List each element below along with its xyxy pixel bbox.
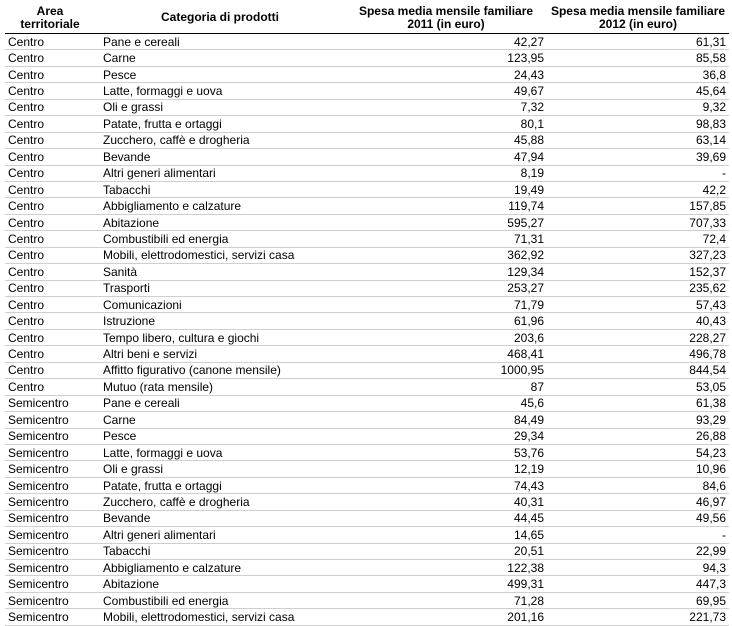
cell-spend-2012: 235,62 [547, 280, 729, 296]
header-area: Area territoriale [5, 2, 95, 34]
cell-category: Trasporti [95, 280, 345, 296]
table-row [5, 214, 729, 230]
cell-spend-2012: 69,95 [547, 592, 729, 608]
cell-area: Semicentro [5, 609, 95, 625]
cell-category: Altri beni e servizi [95, 346, 345, 362]
cell-spend-2011: 595,27 [345, 214, 547, 230]
cell-spend-2011: 45,88 [345, 132, 547, 148]
cell-category: Istruzione [95, 313, 345, 329]
cell-spend-2012: - [547, 527, 729, 543]
cell-area: Centro [5, 198, 95, 214]
cell-spend-2012: 61,31 [547, 34, 729, 50]
cell-spend-2011: 14,65 [345, 527, 547, 543]
cell-spend-2012: 22,99 [547, 543, 729, 559]
cell-category: Mutuo (rata mensile) [95, 379, 345, 395]
cell-spend-2012: 447,3 [547, 576, 729, 592]
table-row [5, 181, 729, 197]
table-row [5, 83, 729, 99]
cell-category: Combustibili ed energia [95, 592, 345, 608]
table-row [5, 116, 729, 132]
cell-category: Comunicazioni [95, 297, 345, 313]
cell-spend-2012: 221,73 [547, 609, 729, 625]
cell-spend-2011: 8,19 [345, 165, 547, 181]
table-row [5, 34, 729, 50]
table-row [5, 50, 729, 66]
cell-category: Tabacchi [95, 181, 345, 197]
cell-area: Centro [5, 379, 95, 395]
cell-spend-2011: 24,43 [345, 66, 547, 82]
cell-area: Semicentro [5, 510, 95, 526]
cell-spend-2011: 87 [345, 379, 547, 395]
cell-area: Centro [5, 116, 95, 132]
cell-spend-2011: 123,95 [345, 50, 547, 66]
cell-spend-2012: 157,85 [547, 198, 729, 214]
cell-category: Tempo libero, cultura e giochi [95, 329, 345, 345]
cell-spend-2012: 61,38 [547, 395, 729, 411]
cell-spend-2011: 129,34 [345, 264, 547, 280]
table-row [5, 510, 729, 526]
table-row [5, 99, 729, 115]
cell-spend-2012: 57,43 [547, 297, 729, 313]
table-row [5, 444, 729, 460]
cell-category: Combustibili ed energia [95, 231, 345, 247]
header-spend-2012: Spesa media mensile familiare 2012 (in euro) [547, 2, 729, 34]
table-row [5, 362, 729, 378]
table-row [5, 412, 729, 428]
cell-category: Abbigliamento e calzature [95, 198, 345, 214]
cell-category: Pane e cereali [95, 395, 345, 411]
cell-category: Oli e grassi [95, 99, 345, 115]
table-row [5, 297, 729, 313]
cell-area: Semicentro [5, 412, 95, 428]
cell-category: Carne [95, 50, 345, 66]
cell-category: Mobili, elettrodomestici, servizi casa [95, 247, 345, 263]
cell-area: Centro [5, 247, 95, 263]
cell-area: Centro [5, 99, 95, 115]
cell-area: Centro [5, 132, 95, 148]
cell-area: Centro [5, 264, 95, 280]
cell-spend-2011: 44,45 [345, 510, 547, 526]
cell-area: Semicentro [5, 576, 95, 592]
cell-spend-2011: 203,6 [345, 329, 547, 345]
cell-category: Altri generi alimentari [95, 165, 345, 181]
cell-area: Centro [5, 214, 95, 230]
cell-area: Semicentro [5, 461, 95, 477]
cell-area: Centro [5, 181, 95, 197]
cell-spend-2011: 29,34 [345, 428, 547, 444]
cell-spend-2012: 54,23 [547, 444, 729, 460]
cell-category: Carne [95, 412, 345, 428]
cell-spend-2012: 93,29 [547, 412, 729, 428]
cell-area: Centro [5, 346, 95, 362]
cell-spend-2011: 71,28 [345, 592, 547, 608]
table-row [5, 576, 729, 592]
cell-spend-2012: 152,37 [547, 264, 729, 280]
cell-category: Patate, frutta e ortaggi [95, 116, 345, 132]
cell-spend-2012: 72,4 [547, 231, 729, 247]
cell-spend-2011: 362,92 [345, 247, 547, 263]
cell-spend-2012: - [547, 165, 729, 181]
cell-category: Latte, formaggi e uova [95, 83, 345, 99]
table-row [5, 527, 729, 543]
spending-table [5, 2, 729, 626]
cell-spend-2011: 47,94 [345, 149, 547, 165]
cell-area: Centro [5, 66, 95, 82]
cell-spend-2011: 80,1 [345, 116, 547, 132]
cell-area: Centro [5, 329, 95, 345]
cell-spend-2012: 496,78 [547, 346, 729, 362]
table-row [5, 560, 729, 576]
cell-spend-2011: 12,19 [345, 461, 547, 477]
cell-spend-2012: 53,05 [547, 379, 729, 395]
cell-area: Semicentro [5, 494, 95, 510]
cell-area: Centro [5, 280, 95, 296]
cell-category: Abitazione [95, 576, 345, 592]
cell-spend-2011: 40,31 [345, 494, 547, 510]
cell-spend-2012: 228,27 [547, 329, 729, 345]
cell-category: Altri generi alimentari [95, 527, 345, 543]
table-row [5, 264, 729, 280]
cell-area: Semicentro [5, 444, 95, 460]
table-row [5, 329, 729, 345]
cell-category: Zucchero, caffè e drogheria [95, 494, 345, 510]
cell-area: Semicentro [5, 428, 95, 444]
cell-spend-2011: 499,31 [345, 576, 547, 592]
cell-category: Bevande [95, 510, 345, 526]
cell-spend-2012: 45,64 [547, 83, 729, 99]
cell-spend-2012: 98,83 [547, 116, 729, 132]
table-row [5, 149, 729, 165]
cell-area: Centro [5, 297, 95, 313]
table-row [5, 609, 729, 625]
cell-area: Semicentro [5, 527, 95, 543]
cell-category: Pane e cereali [95, 34, 345, 50]
cell-area: Centro [5, 362, 95, 378]
cell-area: Centro [5, 34, 95, 50]
header-spend-2011: Spesa media mensile familiare 2011 (in euro) [345, 2, 547, 34]
table-row [5, 313, 729, 329]
cell-category: Pesce [95, 66, 345, 82]
cell-category: Oli e grassi [95, 461, 345, 477]
cell-category: Affitto figurativo (canone mensile) [95, 362, 345, 378]
cell-category: Tabacchi [95, 543, 345, 559]
cell-category: Pesce [95, 428, 345, 444]
cell-spend-2011: 61,96 [345, 313, 547, 329]
cell-area: Semicentro [5, 477, 95, 493]
cell-spend-2012: 36,8 [547, 66, 729, 82]
cell-category: Bevande [95, 149, 345, 165]
cell-spend-2012: 26,88 [547, 428, 729, 444]
cell-category: Sanità [95, 264, 345, 280]
table-row [5, 231, 729, 247]
cell-category: Mobili, elettrodomestici, servizi casa [95, 609, 345, 625]
table-row [5, 428, 729, 444]
cell-spend-2011: 20,51 [345, 543, 547, 559]
cell-area: Semicentro [5, 592, 95, 608]
cell-spend-2012: 844,54 [547, 362, 729, 378]
cell-area: Semicentro [5, 543, 95, 559]
cell-spend-2011: 122,38 [345, 560, 547, 576]
cell-spend-2012: 46,97 [547, 494, 729, 510]
cell-spend-2011: 253,27 [345, 280, 547, 296]
cell-spend-2011: 1000,95 [345, 362, 547, 378]
cell-category: Zucchero, caffè e drogheria [95, 132, 345, 148]
header-category: Categoria di prodotti [95, 2, 345, 34]
table-row [5, 346, 729, 362]
cell-spend-2012: 10,96 [547, 461, 729, 477]
cell-spend-2011: 71,31 [345, 231, 547, 247]
table-body [5, 34, 729, 626]
table-row [5, 66, 729, 82]
cell-area: Centro [5, 313, 95, 329]
cell-spend-2012: 85,58 [547, 50, 729, 66]
table-row [5, 477, 729, 493]
table-row [5, 461, 729, 477]
cell-area: Centro [5, 149, 95, 165]
table-row [5, 165, 729, 181]
cell-spend-2012: 40,43 [547, 313, 729, 329]
cell-area: Centro [5, 50, 95, 66]
table-row [5, 247, 729, 263]
cell-spend-2012: 49,56 [547, 510, 729, 526]
cell-category: Latte, formaggi e uova [95, 444, 345, 460]
header-row [5, 2, 729, 34]
cell-category: Patate, frutta e ortaggi [95, 477, 345, 493]
cell-spend-2011: 45,6 [345, 395, 547, 411]
cell-spend-2012: 707,33 [547, 214, 729, 230]
cell-category: Abbigliamento e calzature [95, 560, 345, 576]
cell-spend-2012: 63,14 [547, 132, 729, 148]
cell-spend-2011: 19,49 [345, 181, 547, 197]
table-row [5, 543, 729, 559]
cell-area: Centro [5, 165, 95, 181]
cell-spend-2011: 468,41 [345, 346, 547, 362]
cell-spend-2011: 84,49 [345, 412, 547, 428]
table-row [5, 395, 729, 411]
table-row [5, 198, 729, 214]
cell-spend-2012: 9,32 [547, 99, 729, 115]
table-row [5, 494, 729, 510]
cell-area: Semicentro [5, 560, 95, 576]
table-row [5, 280, 729, 296]
cell-spend-2011: 53,76 [345, 444, 547, 460]
cell-spend-2012: 42,2 [547, 181, 729, 197]
cell-category: Abitazione [95, 214, 345, 230]
cell-spend-2011: 7,32 [345, 99, 547, 115]
cell-spend-2011: 49,67 [345, 83, 547, 99]
cell-spend-2011: 71,79 [345, 297, 547, 313]
cell-spend-2012: 94,3 [547, 560, 729, 576]
cell-spend-2011: 201,16 [345, 609, 547, 625]
cell-spend-2011: 119,74 [345, 198, 547, 214]
cell-spend-2012: 39,69 [547, 149, 729, 165]
cell-spend-2012: 84,6 [547, 477, 729, 493]
cell-area: Centro [5, 231, 95, 247]
cell-spend-2011: 42,27 [345, 34, 547, 50]
table-row [5, 132, 729, 148]
cell-area: Semicentro [5, 395, 95, 411]
cell-area: Centro [5, 83, 95, 99]
table-row [5, 379, 729, 395]
cell-spend-2012: 327,23 [547, 247, 729, 263]
cell-spend-2011: 74,43 [345, 477, 547, 493]
table-row [5, 592, 729, 608]
